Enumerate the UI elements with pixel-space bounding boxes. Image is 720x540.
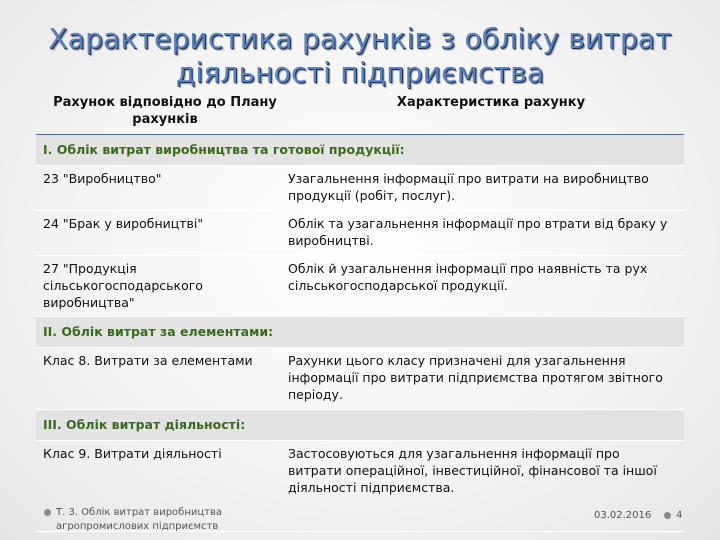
account-cell: 24 "Брак у виробництві" <box>43 216 204 231</box>
page-number: 4 <box>676 510 683 521</box>
column-header-description: Характеристика рахунку <box>396 95 586 110</box>
description-cell: Облік та узагальнення інформації про втрати від браку у виробництві. <box>288 216 668 248</box>
bullet-dot-icon <box>664 512 671 519</box>
accounts-table <box>36 135 684 532</box>
account-cell: Клас 9. Витрати діяльності <box>43 446 222 461</box>
account-cell: 23 "Виробництво" <box>43 171 162 186</box>
bullet-dot-icon <box>44 509 51 516</box>
section-heading: ІІ. Облік витрат за елементами: <box>36 317 684 348</box>
account-cell: 27 "Продукція сільськогосподарського виробництва" <box>43 261 203 310</box>
column-header-account: Рахунок відповідно до Плану рахунків <box>53 95 277 127</box>
section-heading: І. Облік витрат виробництва та готової продукції: <box>36 135 684 166</box>
description-cell: Рахунки цього класу призначені для узагальнення інформації про витрати підприємства протягом звітного періоду. <box>288 353 663 402</box>
description-cell: Застосовуються для узагальнення інформації про витрати операційної, інвестиційної, фінансової та іншої діяльності підприємства. <box>288 446 657 495</box>
table-row <box>36 348 684 410</box>
section-heading: ІІІ. Облік витрат діяльності: <box>36 410 684 441</box>
description-cell: Облік й узагальнення інформації про наявність та рух сільськогосподарської продукції. <box>288 261 648 293</box>
footer-topic: Т. 3. Облік витрат виробництва агропромислових підприємств <box>56 507 223 532</box>
slide-title: Характеристика рахунків з обліку витрат діяльності підприємства <box>48 22 672 89</box>
table-row <box>36 211 684 256</box>
footer-date: 03.02.2016 <box>594 510 652 521</box>
table-row <box>36 166 684 211</box>
table-row <box>36 256 684 317</box>
description-cell: Узагальнення інформації про витрати на виробництво продукції (робіт, послуг). <box>288 171 649 203</box>
account-cell: Клас 8. Витрати за елементами <box>43 353 253 368</box>
